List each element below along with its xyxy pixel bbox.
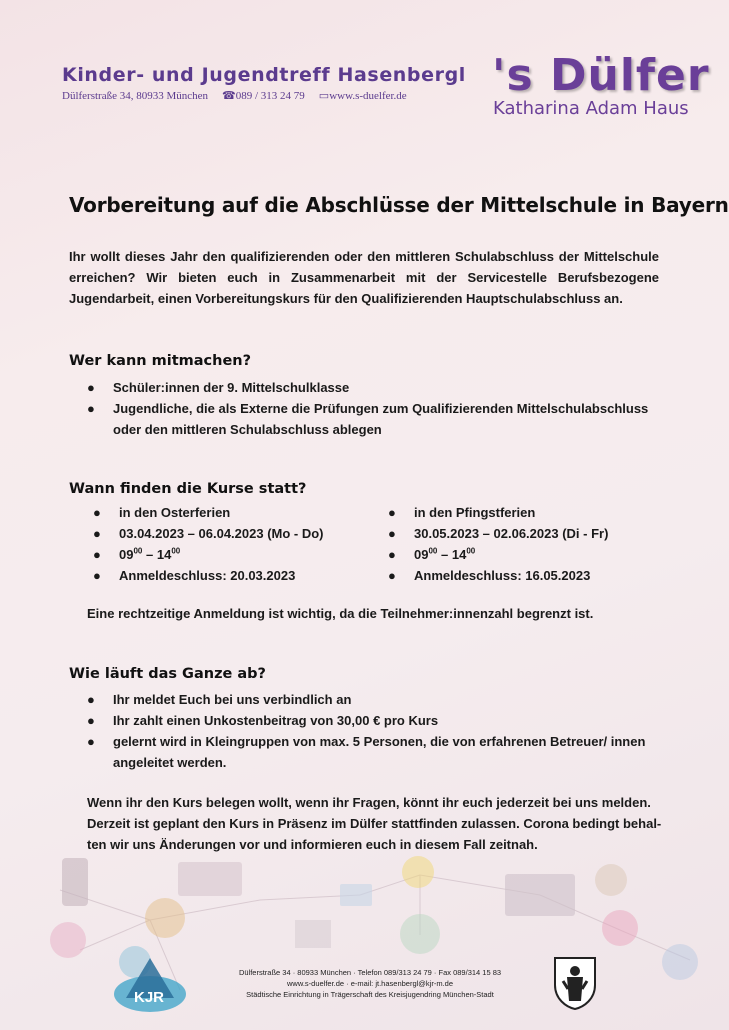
list-item-continuation: oder den mittleren Schulabschluss ablegen bbox=[113, 422, 382, 437]
list-item: ● Ihr meldet Euch bei uns verbindlich an bbox=[69, 689, 669, 710]
footer-line: Städtische Einrichtung in Trägerschaft des Kreisjugendring München-Stadt bbox=[246, 990, 494, 999]
bullet-icon: ● bbox=[87, 380, 95, 395]
phone-number: 089 / 313 24 79 bbox=[235, 90, 305, 102]
computer-icon: ▭ bbox=[318, 90, 330, 102]
munich-coat-of-arms bbox=[552, 955, 598, 1011]
bullet-icon: ● bbox=[388, 505, 396, 520]
list-item: ● in den Pfingstferien bbox=[364, 502, 684, 523]
footer-line: Dülferstraße 34 · 80933 München · Telefon 089/313 24 79 · Fax 089/314 15 83 bbox=[238, 968, 502, 977]
section-how bbox=[69, 666, 669, 773]
when-right-column bbox=[364, 502, 684, 586]
list-item: ● $09^{00} - 14^{00}$ bbox=[364, 544, 684, 565]
intro-paragraph: Ihr wollt dieses Jahr den qualifizierenden oder den mittleren Schulabschluss der Mittelschule erreichen? Wir bieten euch in Zusammenarbeit mit der Servicestelle Berufsbezogene Jugendarbeit, einen Vorbereitungskurs für den Qualifizierenden Hauptschulabschluss an. bbox=[69, 249, 659, 306]
website-link[interactable]: www.s-duelfer.de bbox=[329, 90, 407, 102]
kjr-logo bbox=[108, 950, 192, 1016]
closing-line: Derzeit ist geplant den Kurs in Präsenz im Dülfer stattfinden zulassen. Corona bedingt behal- bbox=[87, 816, 662, 831]
section-when bbox=[69, 481, 679, 497]
bullet-icon: ● bbox=[388, 526, 396, 541]
list-item: ● gelernt wird in Kleingruppen von max. 5 Personen, die von erfahrenen Betreuer/ innen bbox=[69, 731, 669, 752]
registration-note: Eine rechtzeitige Anmeldung ist wichtig, da die Teilnehmer:innenzahl begrenzt ist. bbox=[87, 606, 594, 621]
list-item: ● 03.04.2023 – 06.04.2023 (Mo - Do) bbox=[69, 523, 369, 544]
section-who bbox=[69, 353, 669, 440]
bullet-icon: ● bbox=[93, 568, 101, 583]
logo-subtitle: Katharina Adam Haus bbox=[493, 98, 689, 119]
list-item-continuation: angeleitet werden. bbox=[113, 755, 227, 770]
kjr-logo-graphic bbox=[108, 950, 192, 1016]
bullet-icon: ● bbox=[87, 692, 95, 707]
phone-icon: ☎ bbox=[222, 90, 236, 102]
section-heading: Wie läuft das Ganze ab? bbox=[69, 666, 266, 682]
section-heading: Wer kann mitmachen? bbox=[69, 353, 252, 369]
page-title: Vorbereitung auf die Abschlüsse der Mittelschule in Bayern bbox=[69, 193, 729, 217]
header-contact bbox=[62, 89, 407, 102]
bullet-icon: ● bbox=[388, 547, 396, 562]
bullet-icon: ● bbox=[87, 734, 95, 749]
closing-line: ten wir uns Änderungen vor und informieren euch in diesem Fall zeitnah. bbox=[87, 837, 538, 852]
list-item: ● Anmeldeschluss: 20.03.2023 bbox=[69, 565, 369, 586]
bullet-icon: ● bbox=[87, 401, 95, 416]
address: Dülferstraße 34, 80933 München bbox=[62, 89, 209, 102]
list-item: ● Jugendliche, die als Externe die Prüfungen zum Qualifizierenden Mittelschulabschluss bbox=[69, 398, 669, 419]
section-heading: Wann finden die Kurse statt? bbox=[69, 481, 307, 497]
list-item: ● Ihr zahlt einen Unkostenbeitrag von 30,00 € pro Kurs bbox=[69, 710, 669, 731]
list-item: ● Schüler:innen der 9. Mittelschulklasse bbox=[69, 377, 669, 398]
closing-line: Wenn ihr den Kurs belegen wollt, wenn ihr Fragen, könnt ihr euch jederzeit bei uns melden. bbox=[87, 795, 651, 810]
list-item: ● $09^{00} - 14^{00}$ bbox=[69, 544, 369, 565]
phone-group bbox=[222, 89, 305, 102]
bullet-icon: ● bbox=[87, 713, 95, 728]
list-item: ● Anmeldeschluss: 16.05.2023 bbox=[364, 565, 684, 586]
when-left-column bbox=[69, 502, 369, 586]
bullet-icon: ● bbox=[388, 568, 396, 583]
svg-text:KJR: KJR bbox=[134, 989, 165, 1006]
bullet-icon: ● bbox=[93, 547, 101, 562]
footer-line: www.s-duelfer.de · e-mail: jt.hasenbergl@kjr-m.de bbox=[286, 979, 453, 988]
org-name: Kinder- und Jugendtreff Hasenbergl bbox=[62, 64, 466, 86]
who-list bbox=[69, 377, 669, 440]
footer-address bbox=[200, 967, 540, 1000]
list-item: ● in den Osterferien bbox=[69, 502, 369, 523]
bullet-icon: ● bbox=[93, 505, 101, 520]
duelfer-logo: 's Dülfer bbox=[492, 50, 710, 101]
closing-paragraph bbox=[87, 792, 687, 855]
list-item: ● 30.05.2023 – 02.06.2023 (Di - Fr) bbox=[364, 523, 684, 544]
coat-of-arms-icon bbox=[552, 955, 598, 1011]
how-list bbox=[69, 689, 669, 773]
bullet-icon: ● bbox=[93, 526, 101, 541]
web-group bbox=[319, 89, 407, 102]
